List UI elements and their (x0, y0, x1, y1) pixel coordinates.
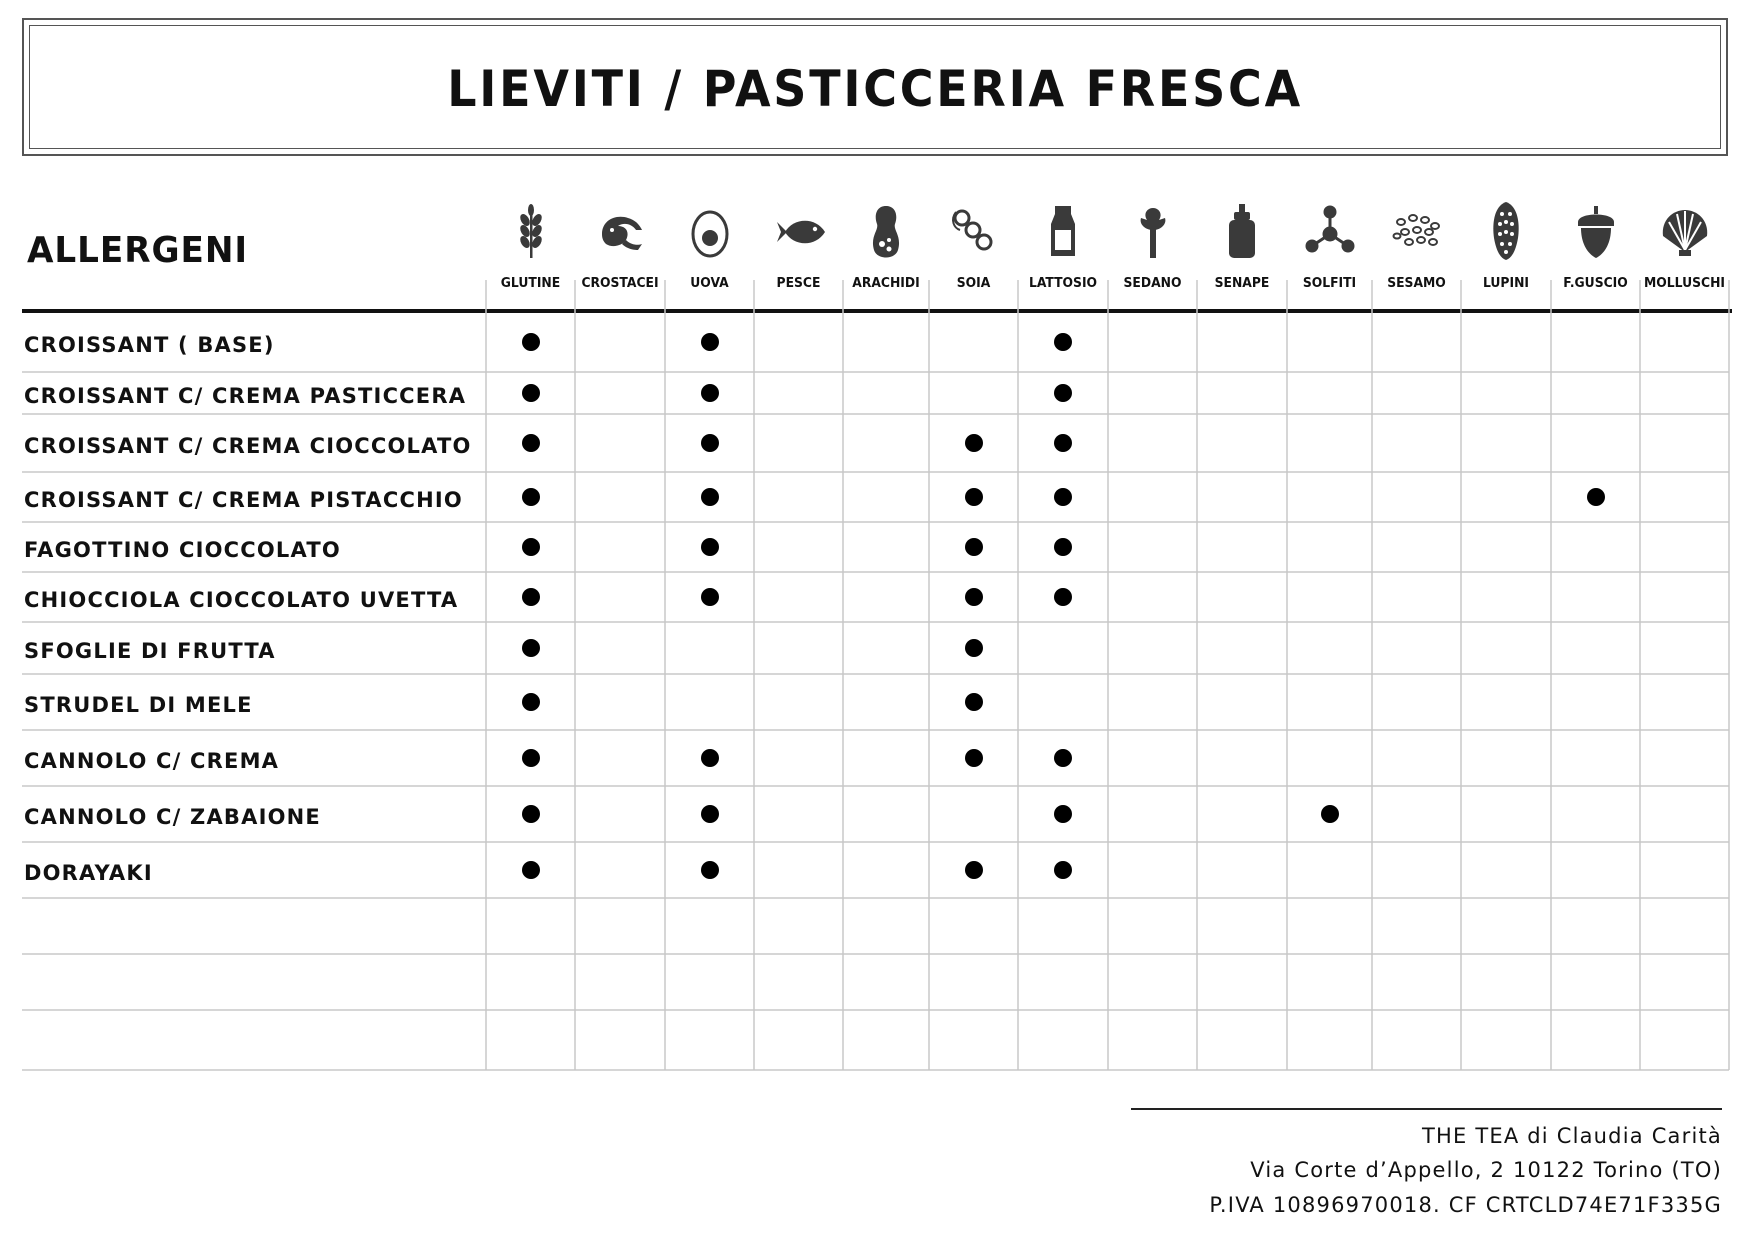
lupin-icon (1461, 196, 1551, 266)
allergen-dot (1054, 749, 1072, 767)
allergen-dot (701, 384, 719, 402)
milk-bottle-icon (1018, 196, 1108, 266)
allergen-dot (965, 639, 983, 657)
product-name: CROISSANT ( BASE) (24, 332, 275, 357)
allergen-dot (522, 588, 540, 606)
allergen-dot (701, 805, 719, 823)
sesame-seeds-icon (1372, 196, 1461, 266)
product-name: CROISSANT C/ CREMA CIOCCOLATO (24, 434, 472, 458)
allergen-dot (701, 333, 719, 351)
allergen-dot (701, 434, 719, 452)
allergen-dot (522, 639, 540, 657)
allergen-dot (1054, 538, 1072, 556)
allergen-dot (522, 384, 540, 402)
acorn-icon (1551, 196, 1640, 266)
shell-icon (1640, 196, 1729, 266)
product-name: CHIOCCIOLA CIOCCOLATO UVETTA (24, 588, 459, 612)
column-label-fguscio: F.GUSCIO (1563, 276, 1628, 291)
allergen-dot (701, 588, 719, 606)
allergen-dot (965, 861, 983, 879)
allergen-dot (965, 538, 983, 556)
column-label-senape: SENAPE (1214, 276, 1270, 291)
footer-company: THE TEA di Claudia Carità (1421, 1124, 1722, 1148)
egg-icon (665, 196, 754, 266)
peanut-icon (843, 196, 929, 266)
product-name: CANNOLO C/ CREMA (24, 749, 280, 773)
column-label-uova: UOVA (690, 276, 729, 291)
allergen-dot (965, 693, 983, 711)
allergen-dot (1054, 333, 1072, 351)
allergen-dot (1054, 384, 1072, 402)
product-name: DORAYAKI (24, 861, 153, 885)
shrimp-icon (575, 196, 665, 266)
product-name: CROISSANT C/ CREMA PISTACCHIO (24, 488, 463, 512)
allergen-dot (1054, 434, 1072, 452)
allergen-dot (522, 693, 540, 711)
column-label-lattosio: LATTOSIO (1028, 276, 1098, 291)
celery-icon (1108, 196, 1197, 266)
allergen-dot (522, 538, 540, 556)
allergen-heading: ALLERGENI (27, 230, 249, 271)
column-label-glutine: GLUTINE (500, 276, 561, 291)
footer-tax-info: P.IVA 10896970018. CF CRTCLD74E71F335G (1209, 1193, 1722, 1217)
soy-pod-icon (929, 196, 1018, 266)
product-name: CANNOLO C/ ZABAIONE (24, 805, 321, 829)
page-title: LIEVITI / PASTICCERIA FRESCA (447, 60, 1303, 118)
allergen-dot (965, 434, 983, 452)
footer-address: Via Corte d’Appello, 2 10122 Torino (TO) (1250, 1158, 1722, 1182)
allergen-dot (1054, 588, 1072, 606)
column-label-pesce: PESCE (776, 276, 821, 291)
allergen-dot (1054, 805, 1072, 823)
column-label-molluschi: MOLLUSCHI (1643, 276, 1726, 291)
allergen-dot (522, 749, 540, 767)
column-label-arachidi: ARACHIDI (852, 276, 920, 291)
allergen-dot (1587, 488, 1605, 506)
product-name: FAGOTTINO CIOCCOLATO (24, 538, 341, 562)
allergen-dot (1054, 488, 1072, 506)
allergen-dot (522, 333, 540, 351)
molecule-icon (1287, 196, 1372, 266)
column-label-sedano: SEDANO (1123, 276, 1182, 291)
column-label-solfiti: SOLFITI (1302, 276, 1357, 291)
allergen-dot (522, 488, 540, 506)
allergen-dot (965, 588, 983, 606)
allergen-dot (965, 488, 983, 506)
allergen-dot (1054, 861, 1072, 879)
column-label-crostacei: CROSTACEI (581, 276, 659, 291)
allergen-dot (522, 861, 540, 879)
column-label-soia: SOIA (956, 276, 991, 291)
allergen-dot (1321, 805, 1339, 823)
product-name: SFOGLIE DI FRUTTA (24, 639, 276, 663)
column-label-lupini: LUPINI (1482, 276, 1530, 291)
product-name: STRUDEL DI MELE (24, 693, 253, 717)
allergen-dot (522, 434, 540, 452)
allergen-dot (701, 488, 719, 506)
fish-icon (754, 196, 843, 266)
allergen-dot (701, 861, 719, 879)
footer-divider (1131, 1108, 1722, 1110)
allergen-dot (522, 805, 540, 823)
wheat-icon (486, 196, 575, 266)
product-name: CROISSANT C/ CREMA PASTICCERA (24, 384, 467, 408)
allergen-dot (701, 538, 719, 556)
mustard-bottle-icon (1197, 196, 1287, 266)
column-label-sesamo: SESAMO (1387, 276, 1446, 291)
allergen-dot (701, 749, 719, 767)
allergen-dot (965, 749, 983, 767)
